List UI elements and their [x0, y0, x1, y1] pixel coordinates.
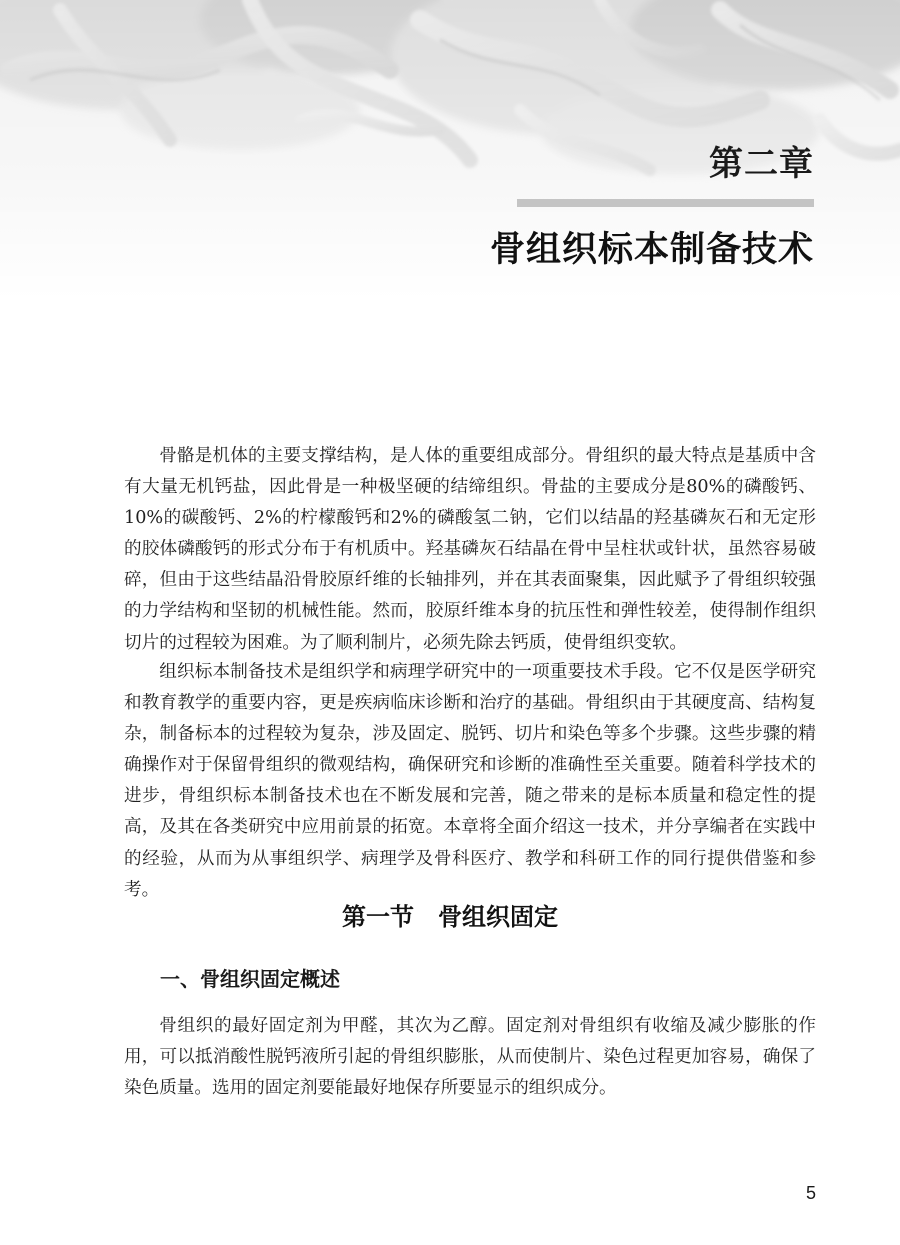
chapter-divider: [517, 199, 814, 207]
body-paragraph-3: 骨组织的最好固定剂为甲醛，其次为乙醇。固定剂对骨组织有收缩及减少膨胀的作用，可以抵消酸性脱钙液所引起的骨组织膨胀，从而使制片、染色过程更加容易，确保了染色质量。选用的固定剂要能最好地保存所要显示的组织成分。: [124, 1016, 816, 1099]
section-title: 第一节 骨组织固定: [342, 902, 558, 931]
body-paragraph-2: 组织标本制备技术是组织学和病理学研究中的一项重要技术手段。它不仅是医学研究和教育教学的重要内容，更是疾病临床诊断和治疗的基础。骨组织由于其硬度高、结构复杂，制备标本的过程较为复杂，涉及固定、脱钙、切片和染色等多个步骤。这些步骤的精确操作对于保留骨组织的微观结构，确保研究和诊断的准确性至关重要。随着科学技术的进步，骨组织标本制备技术也在不断发展和完善，随之带来的是标本质量和稳定性的提高，及其在各类研究中应用前景的拓宽。本章将全面介绍这一技术，并分享编者在实践中的经验，从而为从事组织学、病理学及骨科医疗、教学和科研工作的同行提供借鉴和参考。: [124, 662, 816, 900]
subsection-title: 一、骨组织固定概述: [160, 967, 340, 991]
page-number: 5: [805, 1183, 816, 1203]
chapter-title: 骨组织标本制备技术: [489, 230, 814, 270]
chapter-label: 第二章: [709, 144, 814, 184]
body-paragraph-1: 骨骼是机体的主要支撑结构，是人体的重要组成部分。骨组织的最大特点是基质中含有大量无机钙盐，因此骨是一种极坚硬的结缔组织。骨盐的主要成分是80%的磷酸钙、10%的碳酸钙、2%的柠檬酸钙和2%的磷酸氢二钠，它们以结晶的羟基磷灰石和无定形的胶体磷酸钙的形式分布于有机质中。羟基磷灰石结晶在骨中呈柱状或针状，虽然容易破碎，但由于这些结晶沿骨胶原纤维的长轴排列，并在其表面聚集，因此赋予了骨组织较强的力学结构和坚韧的机械性能。然而，胶原纤维本身的抗压性和弹性较差，使得制作组织切片的过程较为困难。为了顺利制片，必须先除去钙质，使骨组织变软。: [124, 446, 816, 653]
